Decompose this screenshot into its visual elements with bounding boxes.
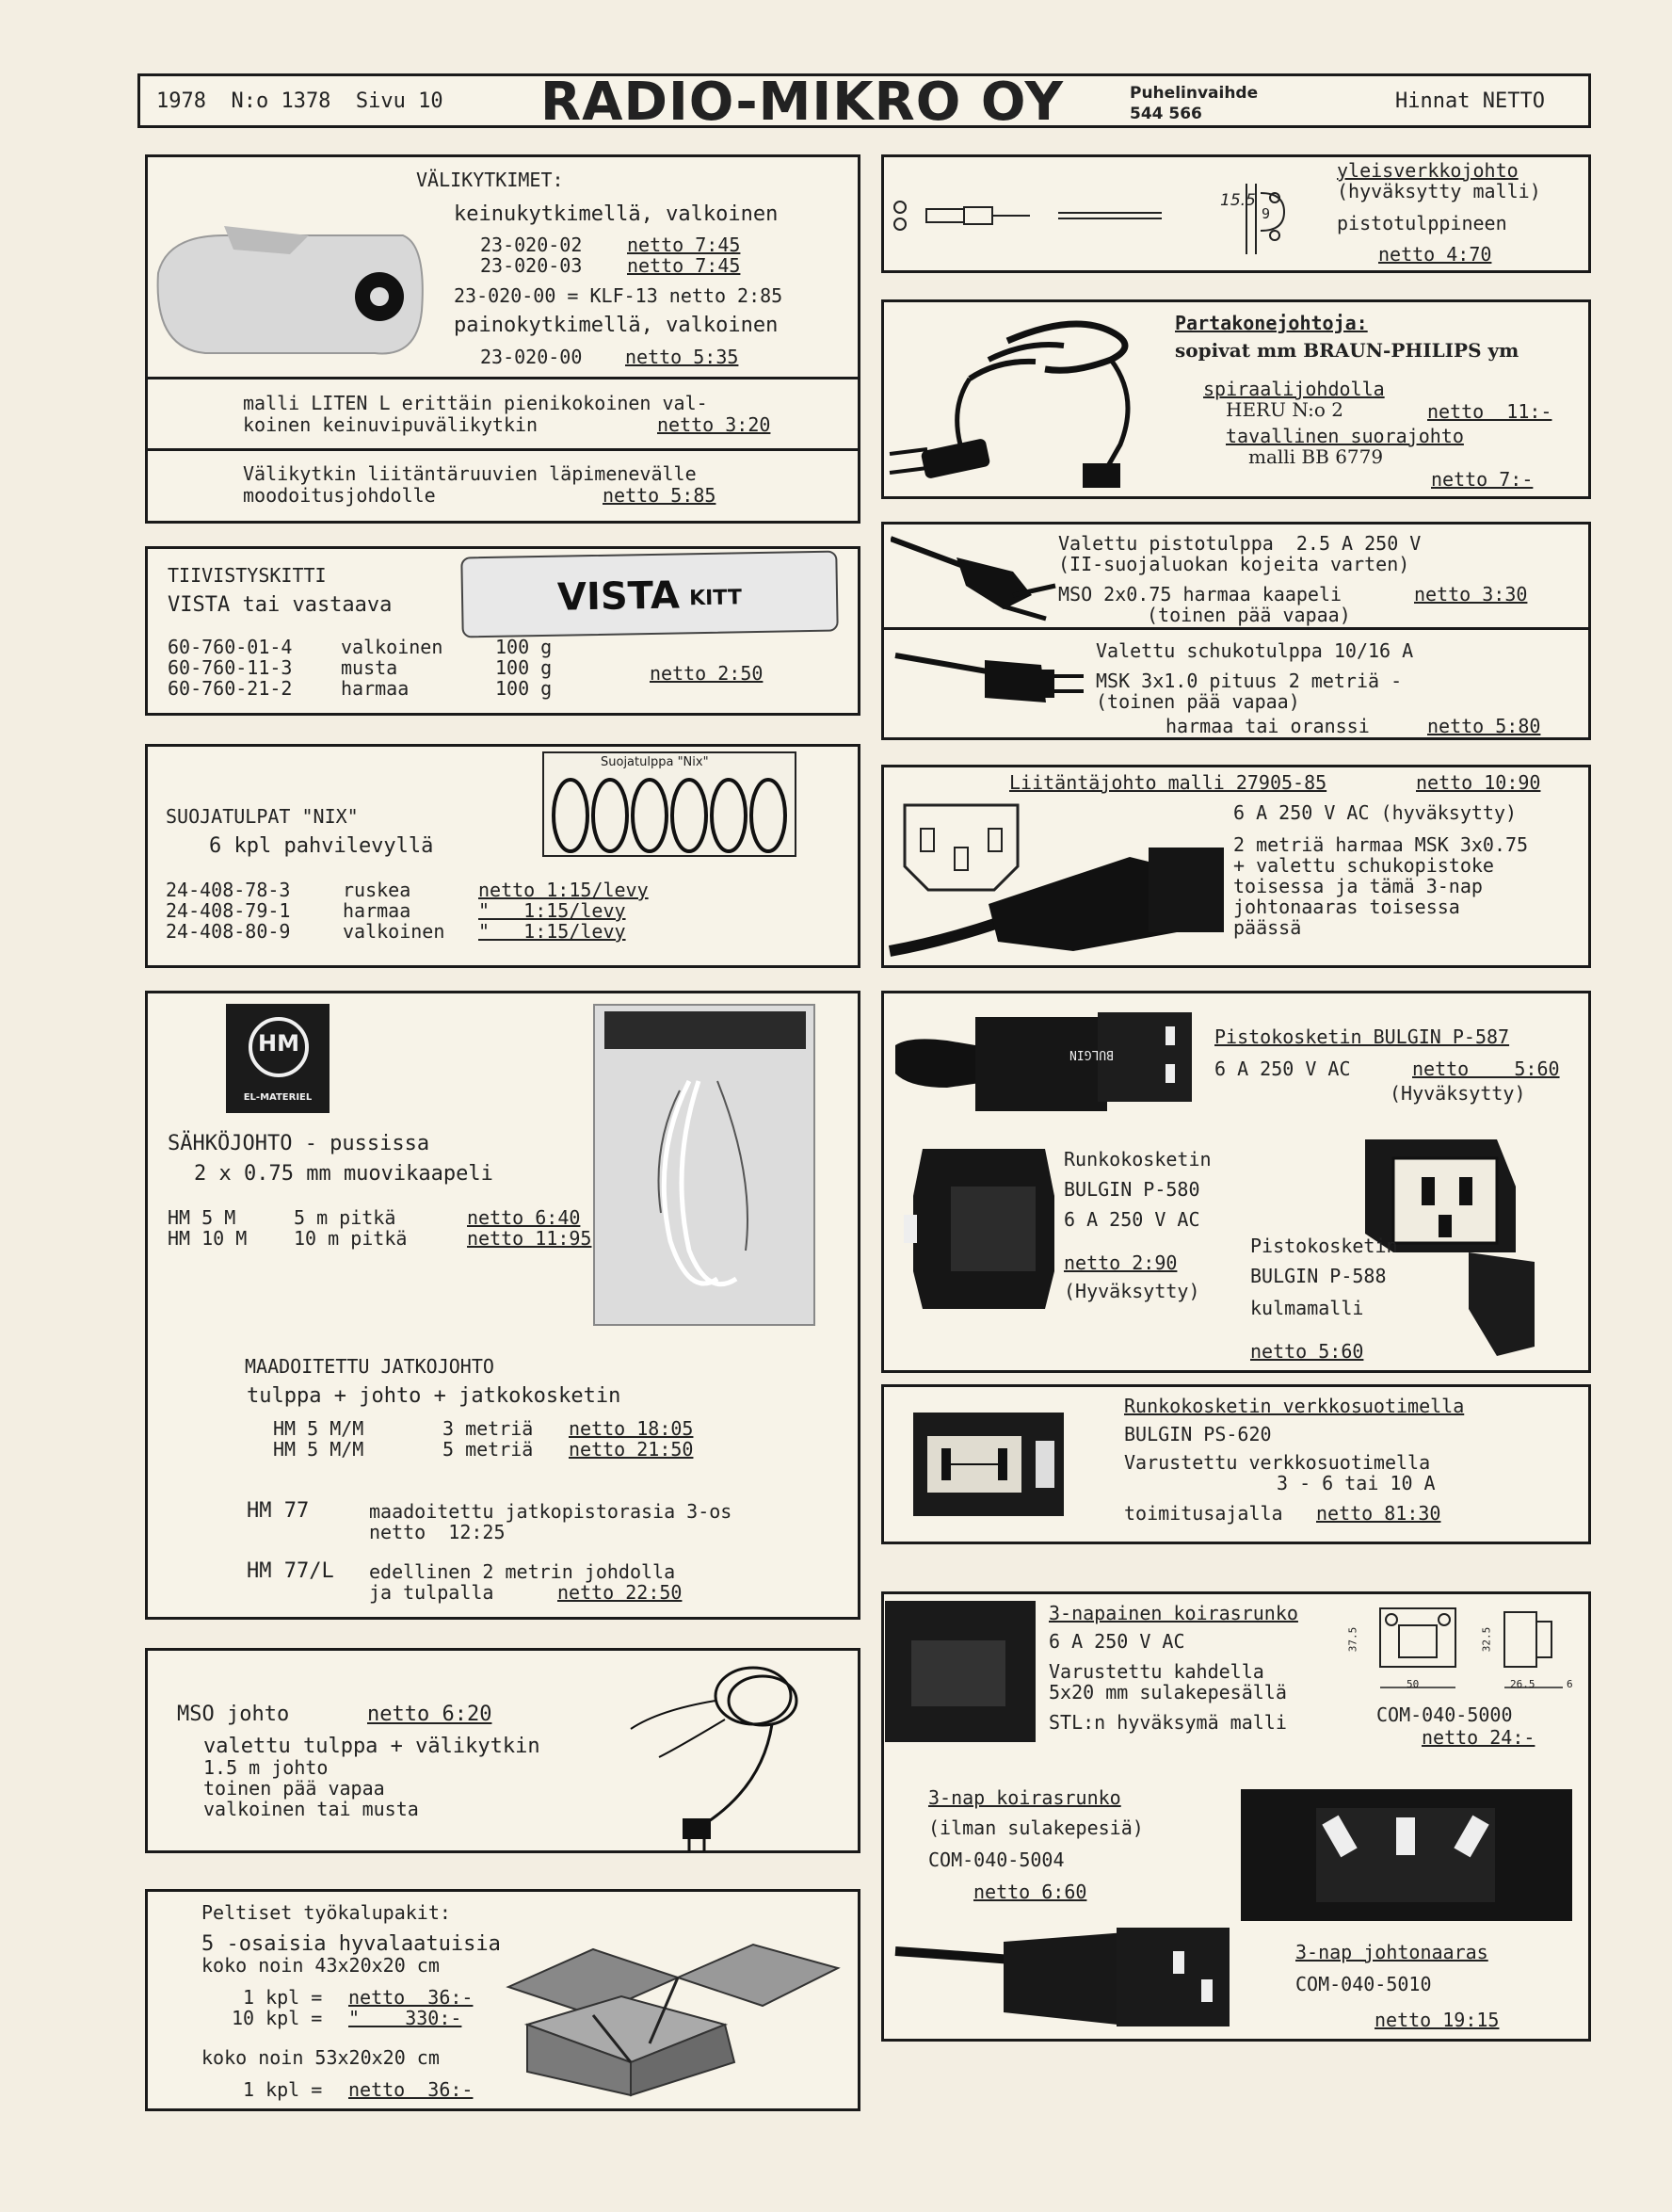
peltiset-qty: 1 kpl = — [243, 1986, 323, 2009]
dim-9: 9 — [1262, 205, 1271, 222]
kit-color: valkoinen — [341, 636, 443, 658]
hm77l-price: netto 22:50 — [557, 1581, 683, 1604]
peltiset-title: Peltiset työkalupakit: — [201, 1901, 451, 1924]
peltiset-qty: 10 kpl = — [232, 2007, 323, 2029]
koiras2-image — [1241, 1789, 1572, 1921]
maa-code: HM 5 M/M — [273, 1438, 364, 1461]
lapimeneva-line1: Välikytkin liitäntäruuvien läpimenevälle — [243, 462, 697, 485]
schuko-plug-image — [891, 637, 1098, 731]
nix-code: 24-408-80-9 — [166, 920, 291, 943]
koiras-l1: 6 A 250 V AC — [1049, 1630, 1185, 1653]
kulma-price: netto 5:60 — [1250, 1340, 1364, 1363]
liitanta-l6: päässä — [1233, 916, 1302, 939]
hm-code: HM 10 M — [168, 1227, 248, 1250]
phone-number: 544 566 — [1130, 105, 1202, 123]
peltiset-price: " 330:- — [348, 2007, 462, 2029]
kulma-l2: kulmamalli — [1250, 1297, 1364, 1319]
maadoitettu-sub: tulppa + johto + jatkokosketin — [247, 1384, 621, 1408]
dim-50: 50 — [1407, 1678, 1420, 1690]
shaver-cord-image — [885, 303, 1167, 496]
hm77-l1: maadoitettu jatkopistorasia 3-os — [369, 1500, 732, 1523]
schuko-price: netto 5:80 — [1427, 715, 1541, 737]
maa-desc: 5 metriä — [442, 1438, 534, 1461]
kitt-label: KITT — [688, 586, 743, 611]
nix-price: " 1:15/levy — [478, 899, 626, 922]
hm77-l2: netto 12:25 — [369, 1521, 506, 1543]
nix-code: 24-408-79-1 — [166, 899, 291, 922]
nix-price: " 1:15/levy — [478, 920, 626, 943]
kit-code: 60-760-01-4 — [168, 636, 293, 658]
cable-coil — [614, 1062, 802, 1316]
koiras-l2: Varustettu kahdella — [1049, 1660, 1264, 1683]
liitanta-price: netto 10:90 — [1416, 771, 1541, 794]
hm-price: netto 6:40 — [467, 1206, 581, 1229]
hm-logo-text: HM — [258, 1030, 299, 1057]
yleisverkko-price: netto 4:70 — [1378, 243, 1492, 266]
bulgin-p587-l2: (Hyväksytty) — [1390, 1082, 1526, 1105]
peltiset-qty: 1 kpl = — [243, 2078, 323, 2101]
johtonaaras-price: netto 19:15 — [1375, 2009, 1500, 2031]
liten-line2: koinen keinuvipuvälikytkin — [243, 413, 539, 436]
peltiset-l2: koko noin 43x20x20 cm — [201, 1954, 440, 1977]
switch-price: netto 7:45 — [627, 234, 741, 256]
liitanta-l4: toisessa ja tämä 3-nap — [1233, 875, 1483, 897]
maa-code: HM 5 M/M — [273, 1417, 364, 1440]
maa-price: netto 18:05 — [569, 1417, 694, 1440]
pistotulppa-l1: Valettu pistotulppa 2.5 A 250 V — [1058, 532, 1422, 555]
kit-color: musta — [341, 656, 398, 679]
schuko-l1: Valettu schukotulppa 10/16 A — [1096, 639, 1414, 662]
cord-drawing — [889, 179, 1322, 264]
runko-l3: (Hyväksytty) — [1064, 1280, 1200, 1302]
koiras2-title: 3-nap koirasrunko — [928, 1786, 1121, 1809]
mso-l3: toinen pää vapaa — [203, 1777, 385, 1800]
runko-title: Runkokosketin — [1064, 1148, 1212, 1171]
hm-sub: 2 x 0.75 mm muovikaapeli — [194, 1162, 493, 1186]
schuko-l2: MSK 3x1.0 pituus 2 metriä - — [1096, 670, 1403, 692]
bulgin-p587-l1: 6 A 250 V AC — [1214, 1058, 1351, 1080]
divider — [145, 377, 860, 379]
nix-card-image — [542, 751, 796, 857]
bb-model: malli BB 6779 — [1248, 445, 1384, 468]
mso-l4: valkoinen tai musta — [203, 1798, 419, 1820]
suojatulpat-title: SUOJATULPAT "NIX" — [166, 805, 359, 828]
connector-cord-image — [885, 829, 1233, 961]
kit-price: netto 2:50 — [650, 662, 764, 685]
kulma-title: Pistokosketin — [1250, 1235, 1398, 1257]
hm-price: netto 11:95 — [467, 1227, 592, 1250]
filter-socket-image — [894, 1394, 1083, 1535]
kit-qty: 100 g — [495, 636, 553, 658]
switch-price: netto 5:35 — [625, 346, 739, 368]
liitanta-l3: + valettu schukopistoke — [1233, 854, 1494, 877]
brand-title: RADIO-MIKRO OY — [540, 72, 1065, 133]
hm-logo — [226, 1004, 330, 1113]
schuko-l3: (toinen pää vapaa) — [1096, 690, 1300, 713]
kit-code: 60-760-21-2 — [168, 677, 293, 700]
liitanta-l2: 2 metriä harmaa MSK 3x0.75 — [1233, 833, 1529, 856]
kit-code: 60-760-11-3 — [168, 656, 293, 679]
spiraali-label: spiraalijohdolla — [1203, 378, 1385, 400]
header-prices-netto: Hinnat NETTO — [1395, 89, 1545, 113]
kulma-l1: BULGIN P-588 — [1250, 1265, 1387, 1287]
valikytkimet-line1: keinukytkimellä, valkoinen — [454, 202, 779, 226]
dim-15-5: 15.5 — [1220, 191, 1256, 210]
bb-price: netto 7:- — [1431, 468, 1534, 491]
vista-tube-image — [460, 551, 838, 638]
koiras-title: 3-napainen koirasrunko — [1049, 1602, 1298, 1624]
dim-37-5: 37.5 — [1346, 1626, 1359, 1653]
tiivistys-title: TIIVISTYSKITTI — [168, 564, 327, 587]
valikytkimet-title: VÄLIKYTKIMET: — [416, 169, 564, 191]
nix-card-label: Suojatulppa "Nix" — [601, 755, 709, 769]
verkko-title: Runkokosketin verkkosuotimella — [1124, 1395, 1465, 1417]
bulgin-p587-price: netto 5:60 — [1412, 1058, 1560, 1080]
tavallinen-label: tavallinen suorajohto — [1226, 425, 1464, 447]
liitanta-title: Liitäntäjohto malli 27905-85 — [1009, 771, 1327, 794]
phone-label: Puhelinvaihde — [1130, 84, 1259, 103]
yleisverkko-title: yleisverkkojohto — [1337, 159, 1519, 182]
johtonaaras-title: 3-nap johtonaaras — [1295, 1941, 1488, 1963]
koiras-l4: STL:n hyväksymä malli — [1049, 1711, 1287, 1734]
nix-color: valkoinen — [343, 920, 445, 943]
verkko-l3: 3 - 6 tai 10 A — [1277, 1472, 1436, 1494]
divider — [145, 448, 860, 451]
verkko-l4: toimitusajalla — [1124, 1502, 1283, 1525]
nix-code: 24-408-78-3 — [166, 879, 291, 901]
peltiset-price: netto 36:- — [348, 2078, 474, 2101]
schuko-l4: harmaa tai oranssi — [1166, 715, 1370, 737]
header-issue: 1978 N:o 1378 Sivu 10 — [156, 89, 443, 113]
hm77l-l2: ja tulpalla — [369, 1581, 494, 1604]
pistotulppa-l2: (II-suojaluokan kojeita varten) — [1058, 553, 1410, 575]
liten-line1: malli LITEN L erittäin pienikokoinen val- — [243, 392, 708, 414]
liitanta-l5: johtonaaras toisessa — [1233, 896, 1460, 918]
lapimeneva-line2: moodoitusjohdolle — [243, 484, 436, 507]
divider — [881, 627, 1591, 630]
bulgin-label: BULGIN — [1069, 1047, 1114, 1061]
mso-cord-image — [621, 1654, 838, 1851]
johtonaaras-image — [891, 1923, 1248, 2036]
liitanta-l1: 6 A 250 V AC (hyväksytty) — [1233, 801, 1518, 824]
plug-image — [891, 529, 1069, 623]
hm-title: SÄHKÖJOHTO - pussissa — [168, 1132, 430, 1155]
kit-qty: 100 g — [495, 677, 553, 700]
peltiset-l1: 5 -osaisia hyvalaatuisia — [201, 1932, 501, 1956]
suojatulpat-sub: 6 kpl pahvilevyllä — [209, 834, 434, 858]
valikytkimet-line2: painokytkimellä, valkoinen — [454, 314, 779, 337]
switch-price: netto 7:45 — [627, 254, 741, 277]
koiras-l3: 5x20 mm sulakepesällä — [1049, 1681, 1287, 1703]
koiras2-l1: (ilman sulakepesiä) — [928, 1816, 1144, 1839]
pistotulppa-price: netto 3:30 — [1414, 583, 1528, 605]
pistotulppa-l4: (toinen pää vapaa) — [1147, 604, 1351, 626]
hm-desc: 5 m pitkä — [294, 1206, 396, 1229]
yleisverkko-line: pistotulppineen — [1337, 212, 1507, 234]
koiras-code: COM-040-5000 — [1376, 1703, 1513, 1726]
dim-26-5: 26.5 — [1510, 1678, 1535, 1690]
peltiset-price: netto 36:- — [348, 1986, 474, 2009]
hm-logo-sub: EL-MATERIEL — [243, 1092, 313, 1103]
maa-price: netto 21:50 — [569, 1438, 694, 1461]
hm-code: HM 5 M — [168, 1206, 236, 1229]
runko-l2: 6 A 250 V AC — [1064, 1208, 1200, 1231]
vista-label: VISTA — [556, 573, 681, 620]
switch-code: 23-020-00 — [480, 346, 583, 368]
yleisverkko-sub: (hyväksytty malli) — [1337, 180, 1541, 202]
maa-desc: 3 metriä — [442, 1417, 534, 1440]
verkko-price: netto 81:30 — [1316, 1502, 1441, 1525]
toolbox-image — [490, 1912, 847, 2100]
mso-price: netto 6:20 — [367, 1703, 492, 1726]
hm77l-code: HM 77/L — [247, 1559, 334, 1583]
heru-price: netto 11:- — [1427, 400, 1552, 423]
heru-model: HERU N:o 2 — [1226, 398, 1343, 421]
switch-code: 23-020-03 — [480, 254, 583, 277]
nix-color: harmaa — [343, 899, 411, 922]
bulgin-p587-image — [891, 998, 1211, 1121]
switch-image — [149, 198, 431, 367]
mso-l1: valettu tulppa + välikytkin — [203, 1735, 540, 1758]
hm-desc: 10 m pitkä — [294, 1227, 408, 1250]
hm77l-l1: edellinen 2 metrin johdolla — [369, 1560, 676, 1583]
cable-bag-image — [593, 1004, 815, 1326]
koiras-dimension-drawing — [1346, 1601, 1582, 1704]
switch-code: 23-020-02 — [480, 234, 583, 256]
koiras2-price: netto 6:60 — [973, 1881, 1087, 1903]
runko-l1: BULGIN P-580 — [1064, 1178, 1200, 1201]
runko-price: netto 2:90 — [1064, 1251, 1178, 1274]
johtonaaras-code: COM-040-5010 — [1295, 1973, 1432, 1995]
koiras2-code: COM-040-5004 — [928, 1849, 1065, 1871]
nix-color: ruskea — [343, 879, 411, 901]
nix-price: netto 1:15/levy — [478, 879, 649, 901]
bulgin-p580-image — [904, 1139, 1064, 1318]
maadoitettu-title: MAADOITETTU JATKOJOHTO — [245, 1355, 494, 1378]
verkko-l2: Varustettu verkkosuotimella — [1124, 1451, 1431, 1474]
verkko-l1: BULGIN PS-620 — [1124, 1423, 1272, 1445]
peltiset-l3: koko noin 53x20x20 cm — [201, 2046, 440, 2069]
kit-color: harmaa — [341, 677, 410, 700]
mso-title: MSO johto — [177, 1703, 290, 1726]
mso-l2: 1.5 m johto — [203, 1756, 329, 1779]
bulgin-p587-title: Pistokosketin BULGIN P-587 — [1214, 1025, 1510, 1048]
kit-qty: 100 g — [495, 656, 553, 679]
switch-klf: 23-020-00 = KLF-13 netto 2:85 — [454, 284, 783, 307]
liten-price: netto 3:20 — [657, 413, 771, 436]
lapimeneva-price: netto 5:85 — [603, 484, 716, 507]
koiras-price: netto 24:- — [1422, 1726, 1535, 1749]
partakone-title: Partakonejohtoja: — [1175, 312, 1368, 334]
dim-6: 6 — [1567, 1678, 1573, 1690]
koiras-image-inner — [911, 1640, 1005, 1706]
dim-32-5: 32.5 — [1480, 1626, 1493, 1653]
nix-caps — [550, 774, 793, 855]
hm77-code: HM 77 — [247, 1499, 310, 1523]
pistotulppa-l3: MSO 2x0.75 harmaa kaapeli — [1058, 583, 1342, 605]
tiivistys-sub: VISTA tai vastaava — [168, 593, 393, 617]
partakone-line1: sopivat mm BRAUN-PHILIPS ym — [1175, 339, 1519, 362]
